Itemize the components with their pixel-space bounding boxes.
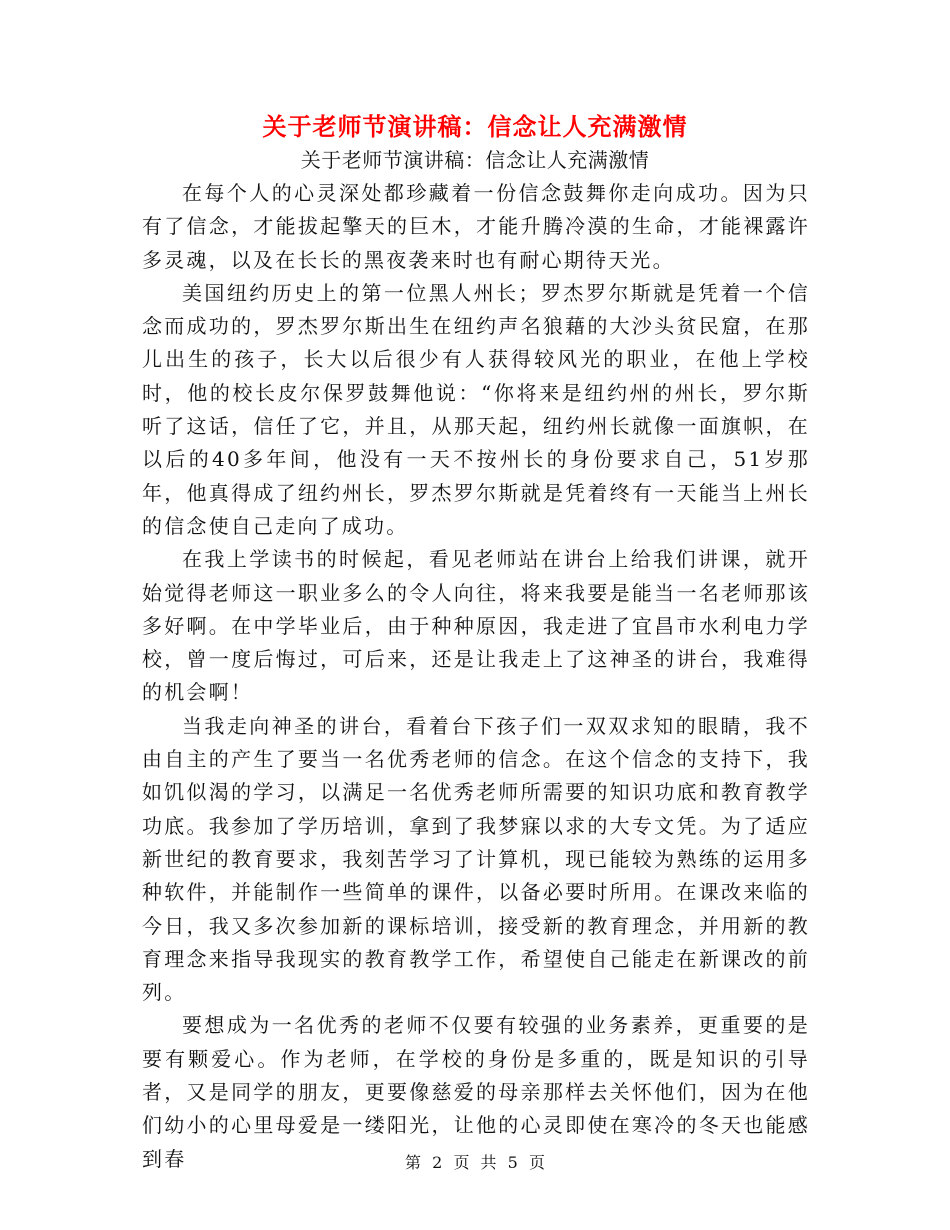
document-subtitle: 关于老师节演讲稿：信念让人充满激情 (300, 148, 650, 172)
current-page-number: 2 (432, 1153, 443, 1172)
page-footer (0, 1152, 950, 1174)
paragraph: 要想成为一名优秀的老师不仅要有较强的业务素养，更重要的是要有颗爱心。作为老师，在学校的身份是多重的，既是知识的引导者，又是同学的朋友，更要像慈爱的母亲那样去关怀他们，因为在他们幼小的心里母爱是一缕阳光，让他的心灵即使在寒冷的冬天也能感到春 (142, 1013, 810, 1171)
paragraph: 当我走向神圣的讲台，看着台下孩子们一双双求知的眼睛，我不由自主的产生了要当一名优秀老师的信念。在这个信念的支持下，我如饥似渴的学习，以满足一名优秀老师所需要的知识功底和教育教学功底。我参加了学历培训，拿到了我梦寐以求的大专文凭。为了适应新世纪的教育要求，我刻苦学习了计算机，现已能较为熟练的运用多种软件，并能制作一些简单的课件，以备必要时所用。在课改来临的今日，我又多次参加新的课标培训，接受新的教育理念，并用新的教育理念来指导我现实的教育教学工作，希望使自己能走在新课改的前列。 (142, 713, 810, 1005)
footer-suffix: 页 (528, 1153, 545, 1172)
footer-prefix: 第 (405, 1153, 422, 1172)
total-pages-number: 5 (507, 1153, 518, 1172)
document-title: 关于老师节演讲稿：信念让人充满激情 (262, 112, 688, 141)
paragraph: 在每个人的心灵深处都珍藏着一份信念鼓舞你走向成功。因为只有了信念，才能拔起擎天的巨木，才能升腾冷漠的生命，才能裸露许多灵魂，以及在长长的黑夜袭来时也有耐心期待天光。 (142, 181, 810, 272)
footer-total-prefix: 共 (480, 1153, 497, 1172)
footer-page-word: 页 (453, 1153, 470, 1172)
document-body (142, 177, 810, 1176)
paragraph: 美国纽约历史上的第一位黑人州长；罗杰罗尔斯就是凭着一个信念而成功的，罗杰罗尔斯出生在纽约声名狼藉的大沙头贫民窟，在那儿出生的孩子，长大以后很少有人获得较风光的职业，在他上学校时，他的校长皮尔保罗鼓舞他说：“你将来是纽约州的州长，罗尔斯听了这话，信任了它，并且，从那天起，纽约州长就像一面旗帜，在以后的40多年间，他没有一天不按州长的身份要求自己，51岁那年，他真得成了纽约州长，罗杰罗尔斯就是凭着终有一天能当上州长的信念使自己走向了成功。 (142, 280, 810, 538)
paragraph: 在我上学读书的时候起，看见老师站在讲台上给我们讲课，就开始觉得老师这一职业多么的令人向往，将来我要是能当一名老师那该多好啊。在中学毕业后，由于种种原因，我走进了宜昌市水利电力学校，曾一度后悔过，可后来，还是让我走上了这神圣的讲台，我难得的机会啊！ (142, 547, 810, 705)
